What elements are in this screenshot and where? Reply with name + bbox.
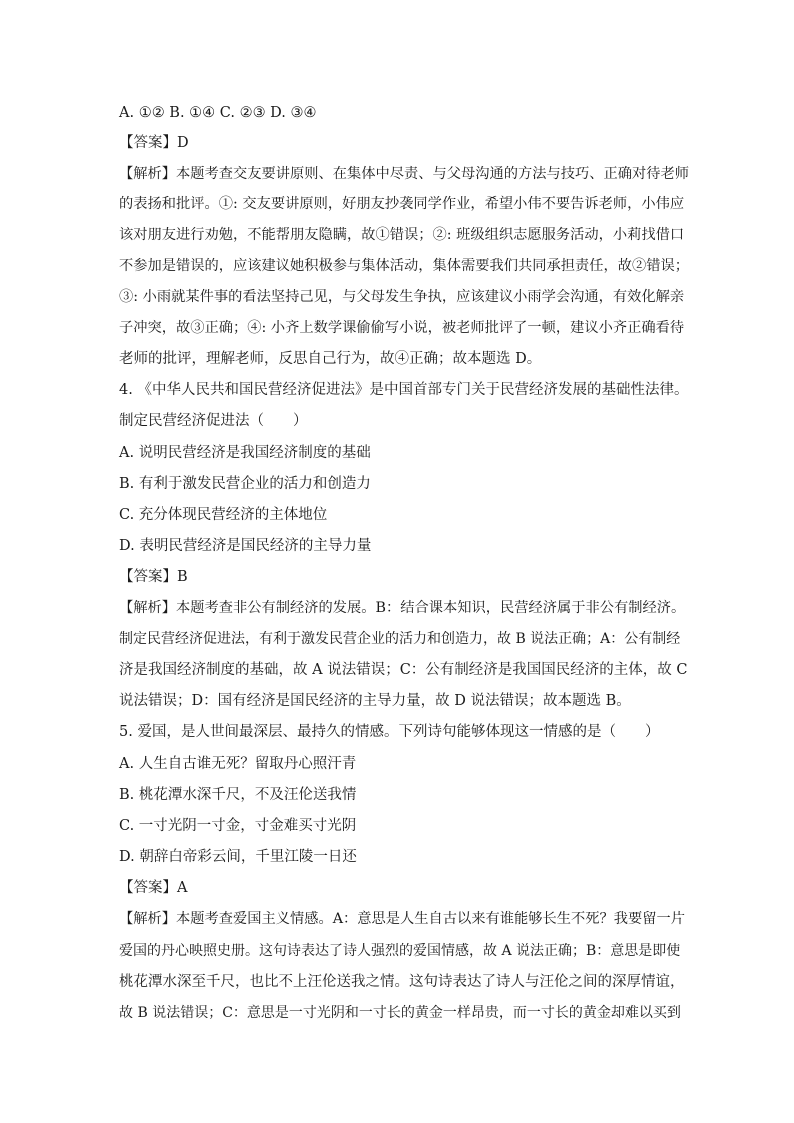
q5-answer: 【答案】A — [119, 880, 188, 896]
q4-option-d: D. 表明民营经济是国民经济的主导力量 — [119, 538, 372, 554]
q4-stem-line-2: 制定民营经济促进法（ ） — [119, 413, 308, 429]
q4-answer: 【答案】B — [119, 569, 188, 585]
q5-option-a: A. 人生自古谁无死？留取丹心照汗青 — [119, 756, 357, 772]
q4-analysis-line-1: 【解析】本题考查非公有制经济的发展。B：结合课本知识，民营经济属于非公有制经济。 — [119, 600, 686, 616]
q5-analysis-line-4: 故 B 说法错误；C：意思是一寸光阴和一寸长的黄金一样昂贵，而一寸长的黄金却难以买到 — [119, 1005, 681, 1021]
q4-analysis-line-4: 说法错误；D：国有经济是国民经济的主导力量，故 D 说法错误；故本题选 B。 — [119, 693, 631, 709]
q5-option-c: C. 一寸光阴一寸金，寸金难买寸光阴 — [119, 818, 357, 834]
q3-answer: 【答案】D — [119, 135, 189, 151]
q4-option-a: A. 说明民营经济是我国经济制度的基础 — [119, 445, 371, 461]
q3-analysis-line-6: 子冲突，故③正确；④: 小齐上数学课偷偷写小说，被老师批评了一顿，建议小齐正确看待 — [119, 320, 685, 336]
q5-stem: 5. 爱国，是人世间最深层、最持久的情感。下列诗句能够体现这一情感的是（ ） — [119, 724, 660, 740]
q3-analysis-line-4: 不参加是错误的，应该建议她积极参与集体活动，集体需要我们共同承担责任，故②错误； — [119, 258, 690, 274]
q4-option-c: C. 充分体现民营经济的主体地位 — [119, 507, 328, 523]
q3-analysis-line-1: 【解析】本题考查交友要讲原则、在集体中尽责、与父母沟通的方法与技巧、正确对待老师 — [119, 166, 690, 182]
q4-option-b: B. 有利于激发民营企业的活力和创造力 — [119, 476, 371, 492]
q5-analysis-line-3: 桃花潭水深至千尺，也比不上汪伦送我之情。这句诗表达了诗人与汪伦之间的深厚情谊， — [119, 974, 685, 990]
q4-stem-line-1: 4. 《中华人民共和国民营经济促进法》是中国首部专门关于民营经济发展的基础性法律。 — [119, 382, 689, 398]
q3-analysis-line-7: 老师的批评，理解老师，反思自己行为，故④正确；故本题选 D。 — [119, 351, 542, 367]
q3-options: A. ①② B. ①④ C. ②③ D. ③④ — [119, 105, 317, 121]
q5-option-d: D. 朝辞白帝彩云间，千里江陵一日还 — [119, 849, 357, 865]
q3-analysis-line-2: 的表扬和批评。①: 交友要讲原则，好朋友抄袭同学作业，希望小伟不要告诉老师，小伟应 — [119, 196, 685, 212]
q4-analysis-line-2: 制定民营经济促进法，有利于激发民营企业的活力和创造力，故 B 说法正确；A：公有制经 — [119, 631, 681, 647]
q3-analysis-line-3: 该对朋友进行劝勉，不能帮朋友隐瞒，故①错误；②: 班级组织志愿服务活动，小莉找借口 — [119, 227, 685, 243]
q5-analysis-line-2: 爱国的丹心映照史册。这句诗表达了诗人强烈的爱国情感，故 A 说法正确；B：意思是即使 — [119, 943, 681, 959]
q5-option-b: B. 桃花潭水深千尺，不及汪伦送我情 — [119, 787, 357, 803]
q4-analysis-line-3: 济是我国经济制度的基础，故 A 说法错误；C：公有制经济是我国国民经济的主体，故 C — [119, 662, 688, 678]
q5-analysis-line-1: 【解析】本题考查爱国主义情感。A：意思是人生自古以来有谁能够长生不死？我要留一片 — [119, 911, 686, 927]
q3-analysis-line-5: ③: 小雨就某件事的看法坚持己见，与父母发生争执，应该建议小雨学会沟通，有效化解亲 — [119, 289, 685, 305]
